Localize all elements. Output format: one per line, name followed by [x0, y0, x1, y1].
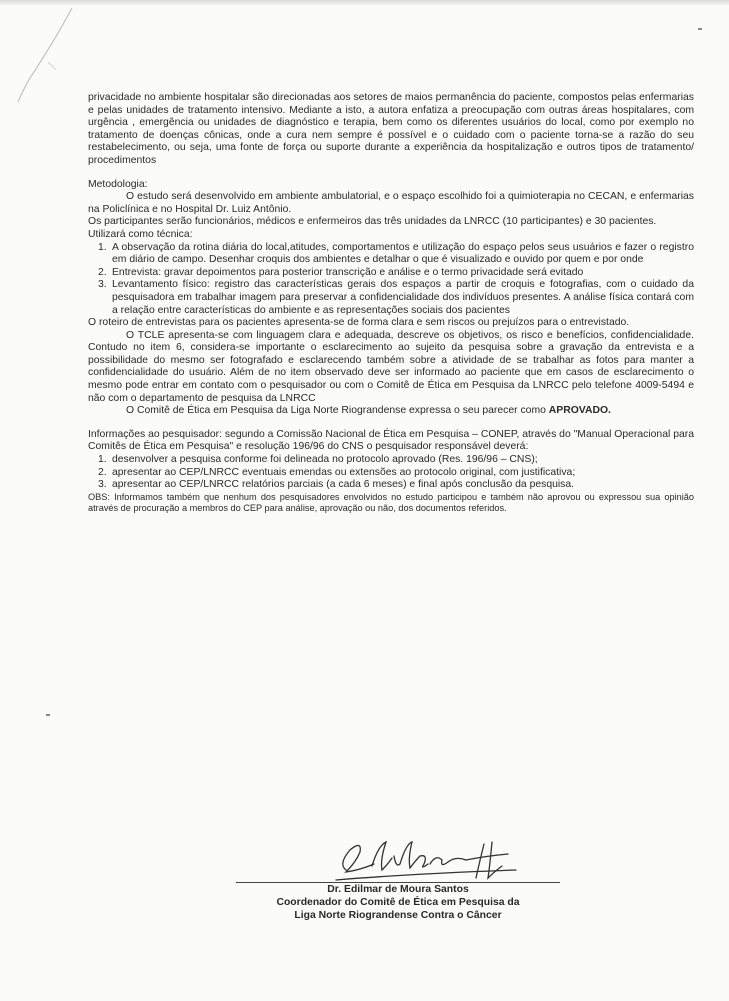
- list-text: Levantamento físico: registro das características gerais dos espaços a partir de croquis e fotografias, com o cuidado da pesquisadora em trabalhar imagem para preservar a confidencialidade dos indivíduos presentes. A análise física contará com a relação entre características do ambiente e as representações sociais dos pacientes: [112, 279, 694, 316]
- list-number: 2.: [98, 466, 107, 478]
- tcle-paragraph: O TCLE apresenta-se com linguagem clara e adequada, descreve os objetivos, os risco e benefícios, confidencialidade. Contudo no item 6, considera-se importante o esclarecimento ao sujeito da pesquisa sobre a gravação da entrevista e a possibilidade do mesmo ser fotografado e esclarecendo também sobre a atividade de se trabalhar as fotos para manter a confidencialidade do usuário. Além de no item observado deve ser informado ao paciente que em casos de esclarecimento o mesmo pode entrar em contato com o pesquisador ou com o Comitê de Ética em Pesquisa da LNRCC pelo telefone 4009-5494 e não com o departamento de pesquisa da LNRCC: [88, 329, 694, 404]
- handwritten-signature: [316, 834, 546, 888]
- scan-shadow: [0, 0, 729, 6]
- signatory-info: [236, 884, 560, 922]
- list-text: A observação da rotina diária do local,atitudes, comportamentos e utilização do espaço pelos seus usuários e fazer o registro em diário de campo. Desenhar croquis dos ambientes e detalhar o que é visualizado e ouvido por quem e por onde: [112, 241, 694, 266]
- signature-line: [236, 882, 560, 883]
- list-number: 3.: [98, 279, 107, 291]
- signatory-name: Dr. Edilmar de Moura Santos: [327, 884, 469, 895]
- signatory-title-2: Liga Norte Riograndense Contra o Câncer: [294, 909, 502, 921]
- list-number: 3.: [98, 479, 107, 491]
- scan-speck: [46, 714, 50, 716]
- scan-speck: [698, 28, 702, 30]
- list-text: desenvolver a pesquisa conforme foi delineada no protocolo aprovado (Res. 196/96 – CNS);: [112, 454, 538, 466]
- obs-note: OBS: Informamos também que nenhum dos pesquisadores envolvidos no estudo participou e também não aprovou ou expressou sua opinião através de procuração a membros do CEP para análise, aprovação ou não, dos documentos referidos.: [88, 491, 694, 514]
- list-item: [88, 279, 694, 317]
- list-number: 2.: [98, 266, 107, 278]
- metodologia-paragraph-2: Os participantes serão funcionários, médicos e enfermeiros das três unidades da LNRCC (10 participantes) e 30 pacientes.: [88, 216, 657, 228]
- list-number: 1.: [98, 454, 107, 466]
- list-text: Entrevista: gravar depoimentos para posterior transcrição e análise e o termo privacidade será evitado: [112, 266, 584, 278]
- signature-block: [236, 838, 560, 938]
- deveres-list: [88, 454, 694, 492]
- list-item: [88, 479, 694, 492]
- signatory-title-1: Coordenador do Comitê de Ética em Pesquisa da: [276, 896, 520, 908]
- list-item: [88, 267, 694, 280]
- document-body: [88, 92, 694, 514]
- list-text: apresentar ao CEP/LNRCC eventuais emendas ou extensões ao protocolo original, com justificativa;: [112, 466, 576, 478]
- parecer-text: O Comitê de Ética em Pesquisa da Liga Norte Riograndense expressa o seu parecer como: [126, 405, 546, 417]
- list-number: 1.: [98, 241, 107, 253]
- parecer-paragraph: [88, 405, 694, 418]
- list-item: [88, 467, 694, 480]
- intro-paragraph: privacidade no ambiente hospitalar são direcionadas aos setores de maios permanência do paciente, compostos pelas enfermarias e pelas unidades de tratamento intensivo. Mediante a isto, a autora enfatiza a preocupação com outras áreas hospitalares, com urgência , emergência ou unidades de diagnóstico e terapia, bem como os diferentes usuários do local, como por exemplo no tratamento de doenças cônicas, onde a cura nem sempre é possível e o cuidado com o paciente torna-se a razão do seu restabelecimento, ou seja, uma fonte de força ou suporte durante a experiência da hospitalização e outros tipos de tratamento/ procedimentos: [88, 92, 694, 166]
- metodologia-heading: Metodologia:: [88, 178, 148, 190]
- list-text: apresentar ao CEP/LNRCC relatórios parciais (a cada 6 meses) e final após conclusão da pesquisa.: [112, 479, 575, 491]
- fold-mark: [0, 0, 80, 110]
- informacoes-paragraph: Informações ao pesquisador: segundo a Comissão Nacional de Ética em Pesquisa – CONEP, através do "Manual Operacional para Comitês de Ética em Pesquisa" e resolução 196/96 do CNS o pesquisador responsável deverá:: [88, 428, 694, 453]
- metodologia-paragraph-3: Utilizará como técnica:: [88, 228, 193, 240]
- metodologia-paragraph-1: O estudo será desenvolvido em ambiente ambulatorial, e o espaço escolhido foi a quimioterapia no CECAN, e enfermarias na Policlínica e no Hospital Dr. Luiz Antônio.: [88, 191, 694, 215]
- list-item: [88, 242, 694, 267]
- tecnicas-list: [88, 242, 694, 318]
- parecer-status: APROVADO.: [548, 405, 611, 417]
- roteiro-paragraph: O roteiro de entrevistas para os pacientes apresenta-se de forma clara e sem riscos ou prejuízos para o entrevistado.: [88, 317, 630, 329]
- list-item: [88, 454, 694, 467]
